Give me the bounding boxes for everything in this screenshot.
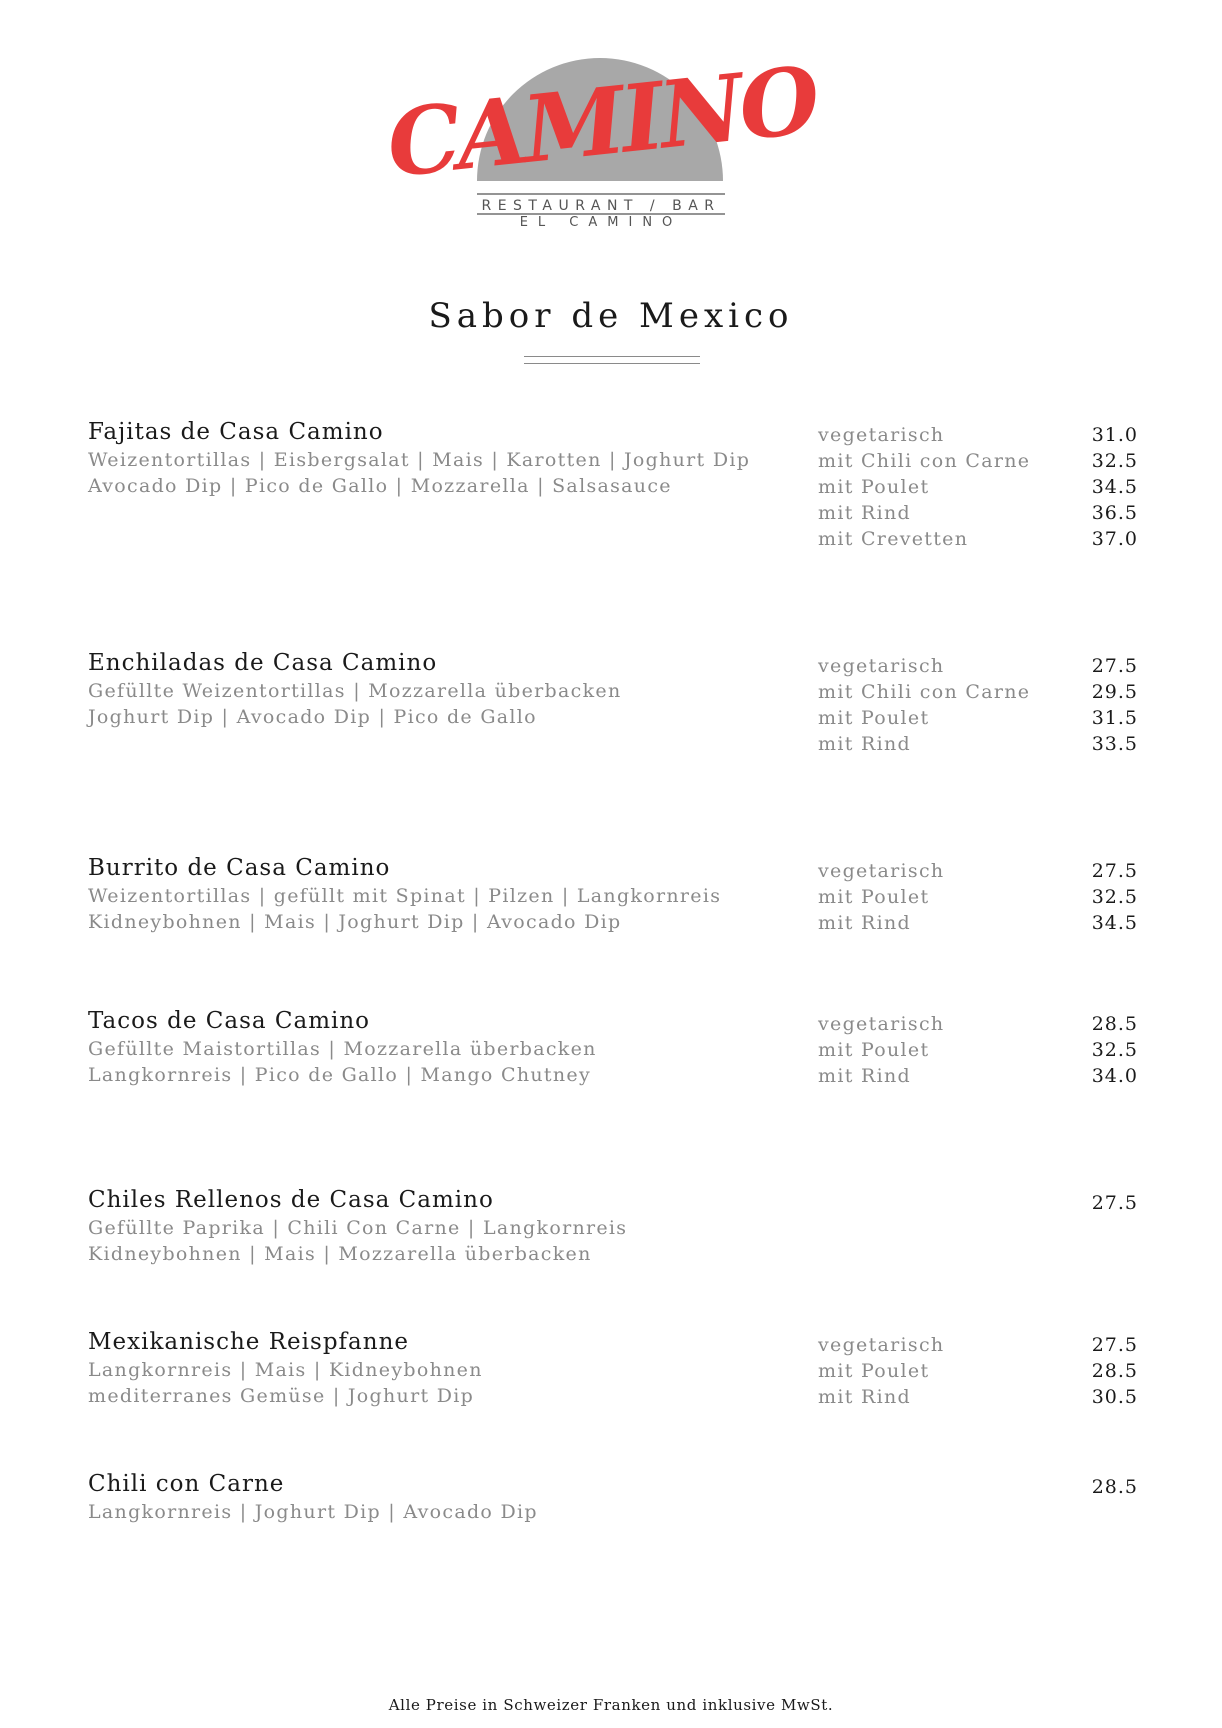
variant-label: mit Poulet — [818, 476, 930, 498]
logo-brand-text: CAMINO — [382, 45, 821, 199]
variant-label: mit Poulet — [818, 1039, 930, 1061]
variant-label: vegetarisch — [818, 424, 945, 446]
variant-list — [818, 422, 1030, 552]
variant-label: vegetarisch — [818, 1013, 945, 1035]
dish-name: Burrito de Casa Camino — [88, 855, 391, 881]
dish-enchiladas — [88, 648, 1138, 755]
dish-burrito — [88, 853, 1138, 935]
variant-label: mit Crevetten — [818, 528, 969, 550]
variant-list — [818, 653, 1030, 757]
price: 27.5 — [1091, 655, 1138, 677]
dish-description: Gefüllte Weizentortillas | Mozzarella überbacken — [88, 680, 622, 702]
variant-label: mit Rind — [818, 733, 911, 755]
variant-label: mit Rind — [818, 1386, 911, 1408]
dish-name: Mexikanische Reispfanne — [88, 1329, 410, 1355]
dish-name: Enchiladas de Casa Camino — [88, 650, 438, 676]
price: 31.0 — [1091, 424, 1138, 446]
page-title: Sabor de Mexico — [428, 296, 794, 336]
price: 32.5 — [1091, 1039, 1138, 1061]
price: 32.5 — [1091, 450, 1138, 472]
price: 32.5 — [1091, 886, 1138, 908]
dish-chili-con-carne — [88, 1469, 1138, 1525]
dish-description: Weizentortillas | gefüllt mit Spinat | Pilzen | Langkornreis — [88, 885, 722, 907]
variant-label: mit Chili con Carne — [818, 450, 1031, 472]
price: 28.5 — [1091, 1360, 1138, 1382]
dish-description: Joghurt Dip | Avocado Dip | Pico de Gallo — [88, 706, 537, 728]
dish-description: Gefüllte Maistortillas | Mozzarella überbacken — [88, 1038, 597, 1060]
dish-tacos — [88, 1006, 1138, 1088]
dish-description: Gefüllte Paprika | Chili Con Carne | Langkornreis — [88, 1217, 628, 1239]
dish-description: Avocado Dip | Pico de Gallo | Mozzarella | Salsasauce — [88, 475, 672, 497]
price: 27.5 — [1091, 860, 1138, 882]
title-divider — [524, 356, 700, 364]
logo-line-elcamino: EL CAMINO — [519, 215, 683, 230]
variant-label: mit Rind — [818, 912, 911, 934]
camino-logo-graphic — [382, 36, 821, 230]
price: 34.5 — [1091, 912, 1138, 934]
price: 31.5 — [1091, 707, 1138, 729]
variant-label: mit Poulet — [818, 707, 930, 729]
variant-label: mit Rind — [818, 502, 911, 524]
price: 34.5 — [1091, 476, 1138, 498]
variant-label: vegetarisch — [818, 860, 945, 882]
dish-description: Weizentortillas | Eisbergsalat | Mais | Karotten | Joghurt Dip — [88, 449, 751, 471]
variant-label: vegetarisch — [818, 655, 945, 677]
price-list — [1092, 1011, 1138, 1089]
variant-list — [818, 1011, 944, 1089]
dish-name: Fajitas de Casa Camino — [88, 419, 384, 445]
logo-line-restaurant: RESTAURANT / BAR — [481, 198, 721, 214]
dish-chiles-rellenos — [88, 1185, 1138, 1267]
dish-name: Chiles Rellenos de Casa Camino — [88, 1187, 494, 1213]
price-list — [1092, 1190, 1138, 1216]
price: 27.5 — [1091, 1334, 1138, 1356]
price-list — [1092, 1474, 1138, 1500]
variant-list — [818, 858, 944, 936]
price-list — [1092, 1332, 1138, 1410]
dish-description: Kidneybohnen | Mais | Mozzarella überbacken — [88, 1243, 592, 1265]
dish-description: Langkornreis | Mais | Kidneybohnen — [88, 1359, 483, 1381]
dish-fajitas — [88, 417, 1138, 550]
restaurant-logo — [382, 36, 821, 230]
price-list — [1092, 858, 1138, 936]
price: 36.5 — [1091, 502, 1138, 524]
dish-description: Kidneybohnen | Mais | Joghurt Dip | Avocado Dip — [88, 911, 622, 933]
price: 33.5 — [1091, 733, 1138, 755]
dish-reispfanne — [88, 1327, 1138, 1409]
dish-name: Tacos de Casa Camino — [88, 1008, 371, 1034]
price: 30.5 — [1091, 1386, 1138, 1408]
dish-description: Langkornreis | Pico de Gallo | Mango Chutney — [88, 1064, 591, 1086]
price: 37.0 — [1091, 528, 1138, 550]
dish-name: Chili con Carne — [88, 1471, 285, 1497]
variant-label: mit Poulet — [818, 1360, 930, 1382]
variant-list — [818, 1332, 944, 1410]
price: 28.5 — [1091, 1013, 1138, 1035]
price: 29.5 — [1091, 681, 1138, 703]
variant-label: vegetarisch — [818, 1334, 945, 1356]
variant-label: mit Chili con Carne — [818, 681, 1031, 703]
price: 34.0 — [1091, 1065, 1138, 1087]
dish-description: mediterranes Gemüse | Joghurt Dip — [88, 1385, 475, 1407]
dish-description: Langkornreis | Joghurt Dip | Avocado Dip — [88, 1501, 538, 1523]
variant-label: mit Rind — [818, 1065, 911, 1087]
price-list — [1092, 653, 1138, 757]
price: 28.5 — [1091, 1476, 1138, 1498]
variant-label: mit Poulet — [818, 886, 930, 908]
price: 27.5 — [1091, 1192, 1138, 1214]
price-list — [1092, 422, 1138, 552]
price-note-footer: Alle Preise in Schweizer Franken und inklusive MwSt. — [388, 1696, 834, 1714]
